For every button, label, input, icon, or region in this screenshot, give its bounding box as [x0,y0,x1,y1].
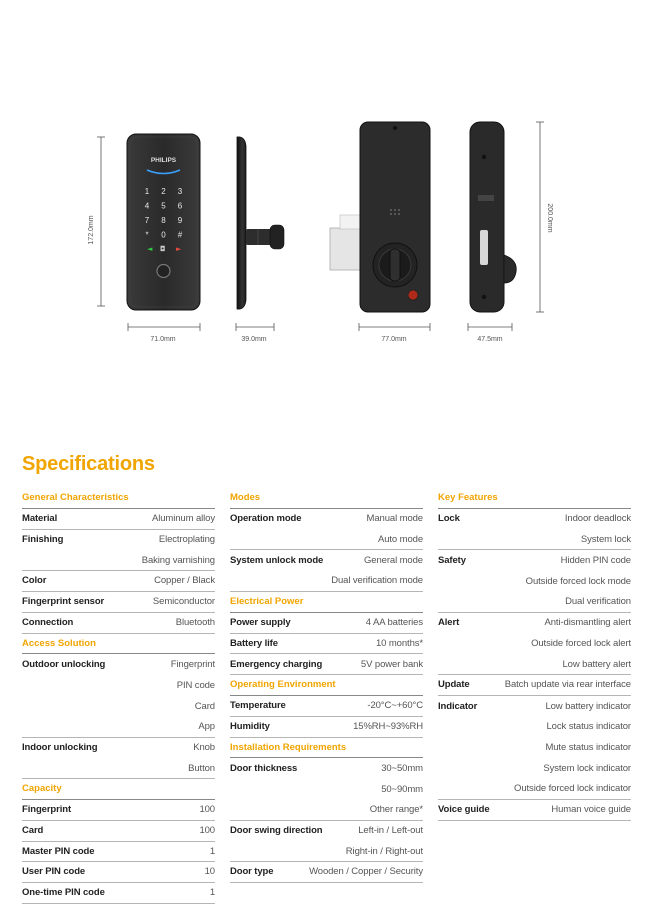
spec-label: Outdoor unlocking [22,659,106,671]
spec-value: 50~90mm [381,783,423,795]
spec-value: -20°C~+60°C [367,700,423,712]
spec-value: Fingerprint [170,659,215,671]
spec-row [230,696,423,717]
spec-column-3 [438,488,631,821]
spec-label: Battery life [230,637,278,649]
section-heading-operating-environment [230,675,423,696]
spec-value: Button [188,762,215,774]
spec-row [230,571,423,592]
spec-value: Batch update via rear interface [504,679,631,691]
spec-row [230,821,423,842]
spec-value: Low battery alert [562,658,631,670]
spec-row [230,530,423,551]
spec-value: Outside forced lock indicator [514,783,631,795]
spec-row [22,675,215,696]
section-heading-label: Electrical Power [230,596,304,608]
dim-side-depth: 39.0mm [241,336,267,343]
thumb-turn-knob [390,249,400,281]
spec-label: Indoor unlocking [22,742,98,754]
spec-label: Operation mode [230,513,302,525]
spec-column-2 [230,488,423,883]
spec-row [438,592,631,613]
spec-row [22,883,215,904]
spec-value: 100 [199,824,215,836]
spec-label: Indicator [438,700,478,712]
spec-row [438,613,631,634]
spec-value: App [198,720,215,732]
spec-row [22,862,215,883]
spec-row [22,571,215,592]
spec-row [438,530,631,551]
spec-label: Connection [22,616,74,628]
spec-value: Outside forced lock mode [525,575,631,587]
dim-back-height: 200.0mm [546,203,553,233]
lock-back-view [330,122,430,312]
spec-value: Electroplating [158,534,215,546]
doorbell-icon: ◘ [160,245,166,253]
spec-value: Other range* [369,804,423,816]
spec-row [438,571,631,592]
spec-value: Aluminum alloy [151,512,215,524]
spec-row [22,758,215,779]
spec-label: Finishing [22,534,64,546]
spec-label: Door swing direction [230,825,323,837]
spec-value: Anti-dismantling alert [544,617,631,629]
spec-value: 100 [199,804,215,816]
spec-row [230,717,423,738]
spec-value: PIN code [176,679,215,691]
spec-value: Mute status indicator [545,742,631,754]
spec-value: 10 [204,866,215,878]
keypad-key: 9 [177,216,183,225]
keypad-key: 0 [161,230,166,240]
spec-value: Left-in / Left-out [358,825,423,837]
spec-row [22,821,215,842]
spec-label: Emergency charging [230,658,323,670]
lock-front-view [127,134,200,310]
dim-front-width: 71.0mm [150,336,176,343]
spec-value: Wooden / Copper / Security [309,866,423,878]
spec-value: Indoor deadlock [564,513,631,525]
keypad-key: 4 [144,201,150,211]
spec-label: Temperature [230,700,286,712]
spec-value: Bluetooth [175,616,215,628]
spec-value: System lock indicator [543,763,631,774]
spec-value: System lock [580,533,631,545]
section-heading-label: Key Features [438,492,498,504]
spec-value: Low battery indicator [545,700,631,712]
lock-red-icon: ► [176,245,182,253]
spec-label: Power supply [230,616,291,628]
spec-value: Manual mode [366,513,423,525]
spec-row [230,842,423,863]
keypad-key: # [177,230,183,240]
spec-value: Copper / Black [154,575,215,587]
spec-row [438,654,631,675]
spec-label: Alert [438,617,460,629]
spec-label: Color [22,575,47,587]
spec-row [230,800,423,821]
spec-label: Door type [230,866,274,878]
spec-label: One-time PIN code [22,887,105,899]
spec-row [230,779,423,800]
spec-label: Update [438,679,470,691]
spec-value: Semiconductor [152,596,215,608]
section-heading-installation-requirements [230,738,423,759]
spec-row [230,862,423,883]
spec-value: 15%RH~93%RH [353,720,423,732]
spec-value: 5V power bank [360,658,423,670]
spec-value: Dual verification [565,596,631,608]
spec-row [22,654,215,675]
spec-row [230,634,423,655]
spec-value: General mode [363,555,423,567]
spec-value: Knob [193,742,215,754]
keypad-key: 6 [177,201,183,211]
spec-label: Safety [438,555,466,567]
dim-front-height: 172.0mm [88,215,95,245]
product-views-illustration [0,0,660,360]
dim-back-width: 77.0mm [381,336,407,343]
keypad-key: 7 [144,216,150,225]
spec-row [438,550,631,571]
spec-label: Card [22,824,44,836]
spec-value: 10 months* [375,637,423,649]
spec-row [22,613,215,634]
spec-label: System unlock mode [230,555,324,567]
spec-label: User PIN code [22,866,86,878]
section-heading-label: Installation Requirements [230,741,347,753]
keypad-key: 1 [144,187,150,196]
spec-row [230,509,423,530]
section-heading-label: Modes [230,492,261,504]
spec-value: Baking varnishing [141,554,215,566]
spec-value: 30~50mm [381,763,423,774]
keypad-key: 8 [161,216,166,225]
spec-value: Hidden PIN code [560,555,631,567]
fingerprint-sensor-icon [157,265,170,278]
spec-label: Door thickness [230,763,298,774]
spec-label: Material [22,512,58,524]
spec-value: Lock status indicator [546,721,631,733]
spec-row [438,800,631,821]
spec-row [438,738,631,759]
spec-row [230,758,423,779]
spec-row [230,550,423,571]
spec-column-1 [22,488,215,904]
spec-row [22,800,215,821]
spec-row [438,696,631,717]
section-heading-capacity [22,779,215,800]
keypad-key: 5 [161,201,166,211]
keypad-key: 2 [161,187,166,196]
spec-row [22,530,215,551]
unlock-green-icon: ◄ [147,245,153,253]
spec-value: Dual verification mode [331,575,423,587]
spec-row [230,654,423,675]
section-heading-label: General Characteristics [22,492,129,504]
dim-back-depth: 47.5mm [477,336,503,343]
spec-value: Outside forced lock alert [531,638,631,650]
spec-label: Fingerprint [22,804,72,816]
spec-value: 1 [209,887,215,899]
spec-row [22,717,215,738]
keypad-key: * [145,230,149,240]
spec-row [22,738,215,759]
spec-row [438,509,631,530]
spec-row [22,550,215,571]
spec-value: Right-in / Right-out [345,845,423,857]
spec-row [438,779,631,800]
spec-row [230,613,423,634]
spec-row [438,634,631,655]
spec-row [22,592,215,613]
spec-value: 1 [209,845,215,857]
spec-row [438,758,631,779]
section-heading-label: Access Solution [22,637,96,649]
spec-value: Card [194,700,215,712]
section-heading-access-solution [22,634,215,655]
section-heading-label: Operating Environment [230,679,336,691]
spec-value: 4 AA batteries [365,616,423,628]
spec-label: Voice guide [438,804,490,816]
section-heading-key-features [438,488,631,509]
emergency-button [408,290,418,300]
specifications-title: Specifications [22,453,155,475]
spec-label: Master PIN code [22,845,95,857]
spec-row [22,696,215,717]
spec-value: Auto mode [377,533,423,545]
lock-side-view [237,137,284,309]
spec-label: Fingerprint sensor [22,596,105,608]
spec-row [22,842,215,863]
spec-row [438,717,631,738]
spec-value: Human voice guide [551,804,631,816]
keypad-key: 3 [177,187,183,196]
spec-label: Humidity [230,720,270,732]
section-heading-modes [230,488,423,509]
spec-label: Lock [438,513,460,525]
section-heading-label: Capacity [22,783,62,795]
section-heading-electrical-power [230,592,423,613]
brand-logo: PHILIPS [150,157,177,164]
section-heading-general-characteristics [22,488,215,509]
spec-row [438,675,631,696]
spec-row [22,509,215,530]
lock-back-side-view [470,122,516,312]
